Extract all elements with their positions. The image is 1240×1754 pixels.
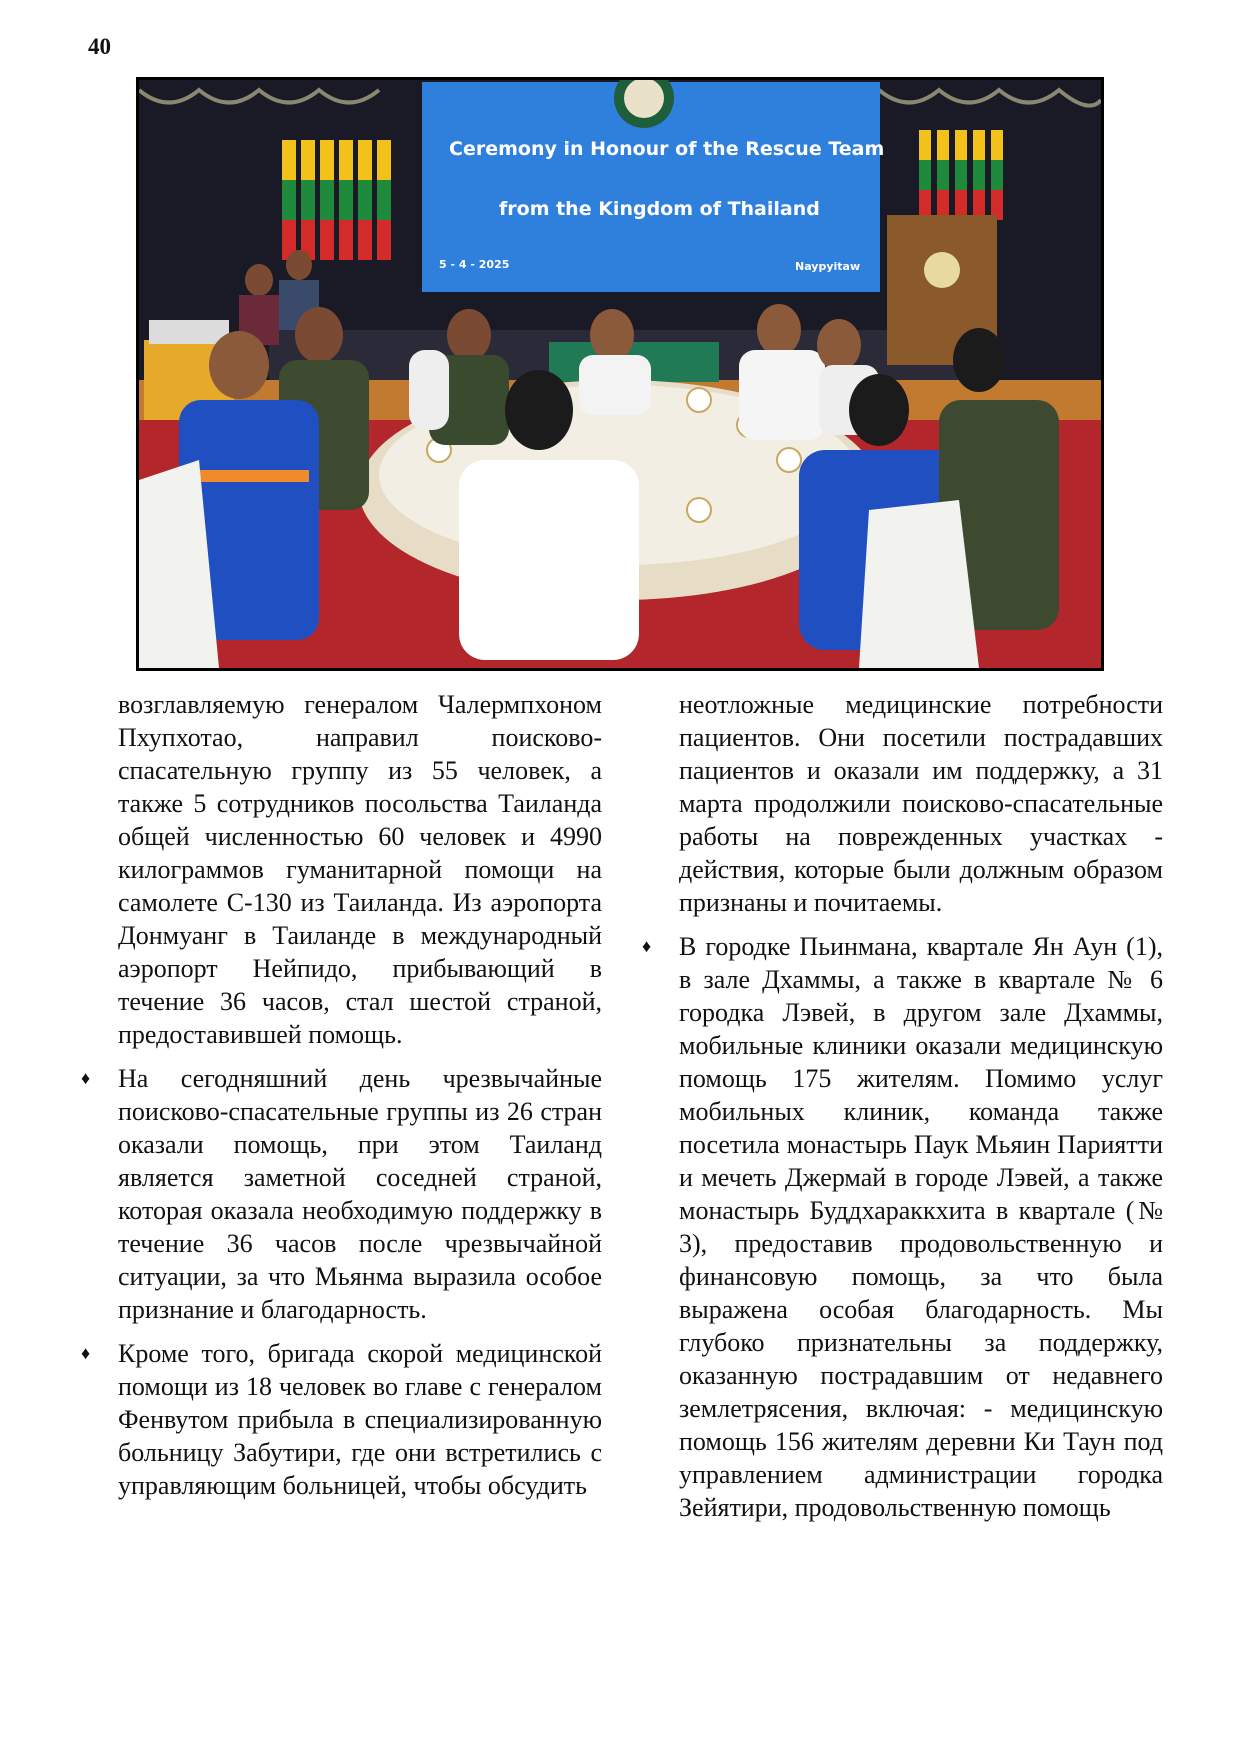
screen-title-line2: from the Kingdom of Thailand (499, 198, 820, 220)
bullet-diamond-icon: ♦ (642, 936, 652, 956)
left-bullet-paragraph-1 (81, 1062, 602, 1326)
screen-place: Naypyitaw (795, 260, 861, 273)
right-bullet-paragraph-1 (642, 930, 1163, 1524)
right-column (642, 688, 1163, 1524)
screen-title-line1: Ceremony in Honour of the Rescue Team (449, 138, 885, 160)
left-bullet-text-2: Кроме того, бригада скорой медицинской помощи из 18 человек во главе с генералом Фенвутом прибыла в специализированную больницу Забутири, где они встретились с управляющим больницей, чтобы обсудить (118, 1339, 602, 1500)
ceremony-photo-illustration (139, 80, 1101, 668)
ceremony-photo (136, 77, 1104, 671)
bullet-diamond-icon: ♦ (81, 1343, 91, 1363)
right-intro-paragraph: неотложные медицинские потребности пациентов. Они посетили пострадавших пациентов и оказали им поддержку, а 31 марта продолжили поисково-спасательные работы на поврежденных участках - действия, которые были должным образом признаны и почитаемы. (679, 690, 1163, 917)
left-bullet-text-1: На сегодняшний день чрезвычайные поисково-спасательные группы из 26 стран оказали помощь, при этом Таиланд является заметной соседней страной, которая оказала необходимую поддержку в течение 36 часов после чрезвычайной ситуации, за что Мьянма выразила особое признание и благодарность. (118, 1064, 602, 1324)
page-number: 40 (88, 34, 111, 59)
left-column (81, 688, 602, 1502)
bullet-diamond-icon: ♦ (81, 1068, 91, 1088)
left-bullet-paragraph-2 (81, 1337, 602, 1502)
screen-date: 5 - 4 - 2025 (439, 258, 510, 271)
right-bullet-text-1: В городке Пьинмана, квартале Ян Аун (1), в зале Дхаммы, а также в квартале № 6 городка Лэвей, в другом зале Дхаммы, мобильные клиники оказали медицинскую помощь 175 жителям. Помимо услуг мобильных клиник, команда также посетила монастырь Паук Мьяин Париятти и мечеть Джермай в городе Лэвей, а также монастырь Буддхараккхита в квартале (№ 3), предоставив продовольственную и финансовую помощь, за что была выражена особая благодарность. Мы глубоко признательны за поддержку, оказанную пострадавшим от недавнего землетрясения, включая: - медицинскую помощь 156 жителям деревни Ки Таун под управлением администрации городка Зейятири, продовольственную помощь (679, 932, 1163, 1522)
left-intro-paragraph: возглавляемую генералом Чалермпхоном Пхупхотао, направил поисково-спасательную группу из 55 человек, а также 5 сотрудников посольства Таиланда общей численностью 60 человек и 4990 килограммов гуманитарной помощи на самолете C-130 из Таиланда. Из аэропорта Донмуанг в Таиланде в международный аэропорт Нейпидо, прибывающий в течение 36 часов, стал шестой страной, предоставившей помощь. (118, 690, 602, 1049)
